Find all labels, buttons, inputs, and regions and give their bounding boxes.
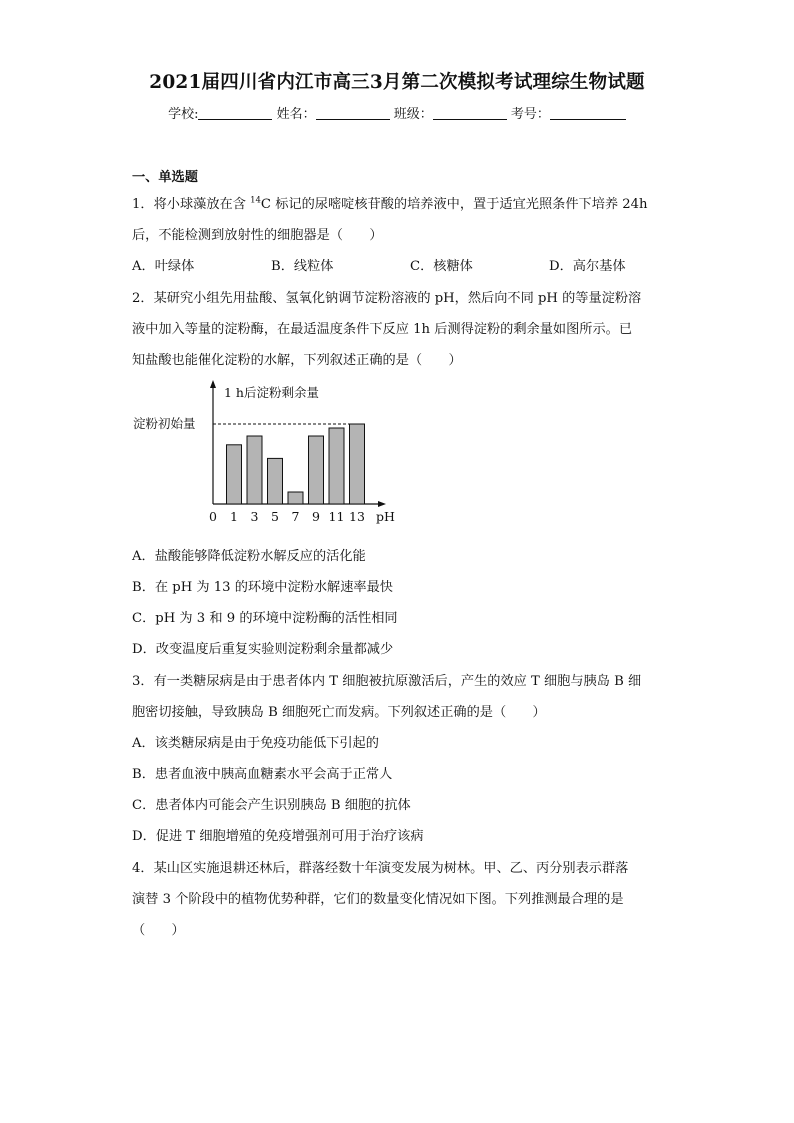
q1-option-b: B．线粒体: [271, 259, 334, 274]
x-tick-label: 3: [250, 509, 259, 524]
q4-stem-line3: （ ）: [132, 923, 185, 938]
q2-stem-line2: 液中加入等量的淀粉酶，在最适温度条件下反应 1h 后测得淀粉的剩余量如图所示。已: [132, 322, 633, 337]
student-info-line: [0, 103, 794, 122]
q2-stem-line1: 2．某研究小组先用盐酸、氢氧化钠调节淀粉溶液的 pH，然后向不同 pH 的等量淀粉溶: [132, 291, 642, 306]
bar-ph-13: [350, 424, 365, 504]
y-axis-arrow: [210, 380, 216, 388]
q2-option-a: A．盐酸能够降低淀粉水解反应的活化能: [132, 549, 366, 564]
q2-option-c: C．pH 为 3 和 9 的环境中淀粉酶的活性相同: [132, 611, 398, 626]
q2-option-d: D．改变温度后重复实验则淀粉剩余量都减少: [132, 642, 394, 657]
y-axis-label: 1 h后淀粉剩余量: [224, 385, 319, 400]
x-axis-arrow: [378, 501, 386, 507]
number-label: 考号：: [510, 107, 550, 122]
q1-option-c: C．核糖体: [410, 259, 473, 274]
q1-option-d: D．高尔基体: [549, 259, 626, 274]
school-label: 学校:: [168, 107, 199, 122]
school-blank[interactable]: [198, 119, 272, 120]
x-tick-label: 0: [209, 509, 217, 524]
q1-stem-line1: 1．将小球藻放在含 $^{14}$C 标记的尿嘧啶核苷酸的培养液中，置于适宜光照条件下培养 24h: [132, 195, 648, 212]
section-title: 一、单选题: [132, 170, 198, 185]
x-tick-label: 7: [291, 509, 300, 524]
bar-ph-5: [268, 458, 283, 504]
q1-option-a: A．叶绿体: [132, 259, 195, 274]
number-blank[interactable]: [550, 119, 626, 120]
q1-stem-line2: 后，不能检测到放射性的细胞器是（ ）: [132, 228, 383, 243]
q2-option-b: B．在 pH 为 13 的环境中淀粉水解速率最快: [132, 580, 393, 595]
name-blank[interactable]: [316, 119, 390, 120]
class-blank[interactable]: [433, 119, 507, 120]
x-tick-label: 11: [328, 509, 345, 524]
q3-option-d: D．促进 T 细胞增殖的免疫增强剂可用于治疗该病: [132, 829, 424, 844]
q3-option-b: B．患者血液中胰高血糖素水平会高于正常人: [132, 767, 393, 782]
bar-ph-11: [329, 428, 344, 504]
bar-ph-7: [288, 492, 303, 504]
q3-stem-line2: 胞密切接触，导致胰岛 B 细胞死亡而发病。下列叙述正确的是（ ）: [132, 705, 546, 720]
q3-stem-line1: 3．有一类糖尿病是由于患者体内 T 细胞被抗原激活后，产生的效应 T 细胞与胰岛 B 细: [132, 674, 642, 689]
x-tick-label: 9: [312, 509, 320, 524]
x-axis-label: pH: [376, 509, 395, 524]
bar-ph-3: [247, 436, 262, 504]
class-label: 班级：: [393, 107, 433, 122]
q3-option-a: A．该类糖尿病是由于免疫功能低下引起的: [132, 736, 379, 751]
q3-option-c: C．患者体内可能会产生识别胰岛 B 细胞的抗体: [132, 798, 411, 813]
starch-remaining-chart: [130, 378, 410, 528]
name-label: 姓名：: [276, 107, 316, 122]
x-tick-label: 13: [349, 509, 365, 524]
q4-stem-line2: 演替 3 个阶段中的植物优势种群，它们的数量变化情况如下图。下列推测最合理的是: [132, 892, 624, 907]
reference-label: 淀粉初始量: [133, 416, 196, 431]
bar-ph-9: [309, 436, 324, 504]
q2-stem-line3: 知盐酸也能催化淀粉的水解，下列叙述正确的是（ ）: [132, 353, 462, 368]
x-tick-label: 5: [271, 509, 279, 524]
q4-stem-line1: 4．某山区实施退耕还林后，群落经数十年演变发展为树林。甲、乙、丙分别表示群落: [132, 861, 629, 876]
page-title: 2021届四川省内江市高三3月第二次模拟考试理综生物试题: [149, 72, 645, 93]
bar-ph-1: [227, 445, 242, 504]
x-tick-label: 1: [230, 509, 238, 524]
